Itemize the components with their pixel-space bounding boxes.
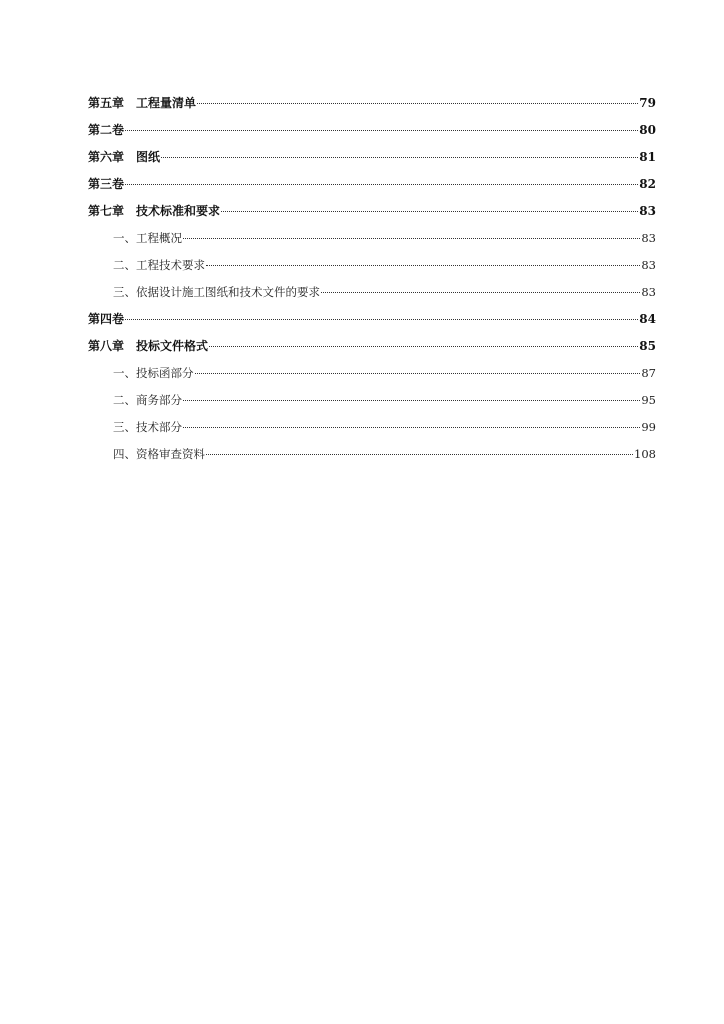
toc-entry-page: 81 [639, 150, 656, 164]
toc-dot-leader [125, 184, 638, 185]
toc-dot-leader [197, 103, 638, 104]
toc-entry-title: 二、商务部分 [113, 393, 182, 407]
toc-dot-leader [206, 265, 640, 266]
toc-dot-leader [221, 211, 638, 212]
toc-entry-page: 99 [641, 420, 656, 434]
toc-dot-leader [125, 319, 638, 320]
toc-entry-title: 第三卷 [88, 177, 125, 191]
toc-entry-page: 83 [639, 204, 656, 218]
toc-dot-leader [183, 238, 640, 239]
toc-entry-page: 84 [639, 312, 656, 326]
toc-entry[interactable] [88, 171, 656, 198]
toc-subentry[interactable] [88, 387, 656, 414]
toc-dot-leader [195, 373, 641, 374]
toc-entry-title: 三、依据设计施工图纸和技术文件的要求 [113, 285, 320, 299]
toc-entry-title: 二、工程技术要求 [113, 258, 205, 272]
toc-entry-title: 第四卷 [88, 312, 125, 326]
toc-entry-title: 四、资格审查资料 [113, 447, 205, 461]
toc-entry-page: 87 [641, 366, 656, 380]
toc-dot-leader [161, 157, 638, 158]
toc-subentry[interactable] [88, 279, 656, 306]
toc-entry-page: 80 [639, 123, 656, 137]
toc-subentry[interactable] [88, 441, 656, 468]
toc-dot-leader [183, 427, 640, 428]
toc-entry-title: 第七章 技术标准和要求 [88, 204, 221, 218]
table-of-contents [88, 90, 656, 468]
toc-entry-page: 85 [639, 339, 656, 353]
toc-entry-page: 95 [641, 393, 656, 407]
toc-dot-leader [125, 130, 638, 131]
toc-entry-title: 一、投标函部分 [113, 366, 194, 380]
toc-dot-leader [183, 400, 640, 401]
toc-subentry[interactable] [88, 252, 656, 279]
toc-entry-title: 一、工程概况 [113, 231, 182, 245]
toc-subentry[interactable] [88, 225, 656, 252]
toc-entry[interactable] [88, 306, 656, 333]
toc-entry-title: 三、技术部分 [113, 420, 182, 434]
toc-entry-page: 83 [641, 258, 656, 272]
toc-entry-title: 第六章 图纸 [88, 150, 161, 164]
toc-subentry[interactable] [88, 360, 656, 387]
toc-dot-leader [209, 346, 638, 347]
toc-entry[interactable] [88, 198, 656, 225]
toc-entry-title: 第二卷 [88, 123, 125, 137]
toc-dot-leader [321, 292, 640, 293]
toc-entry-page: 79 [639, 96, 656, 110]
toc-entry-page: 108 [634, 447, 656, 461]
toc-entry[interactable] [88, 117, 656, 144]
toc-entry[interactable] [88, 144, 656, 171]
toc-entry-title: 第八章 投标文件格式 [88, 339, 209, 353]
toc-entry-page: 82 [639, 177, 656, 191]
toc-subentry[interactable] [88, 414, 656, 441]
toc-entry[interactable] [88, 333, 656, 360]
toc-entry-page: 83 [641, 231, 656, 245]
toc-entry[interactable] [88, 90, 656, 117]
toc-entry-page: 83 [641, 285, 656, 299]
toc-entry-title: 第五章 工程量清单 [88, 96, 197, 110]
toc-dot-leader [206, 454, 633, 455]
